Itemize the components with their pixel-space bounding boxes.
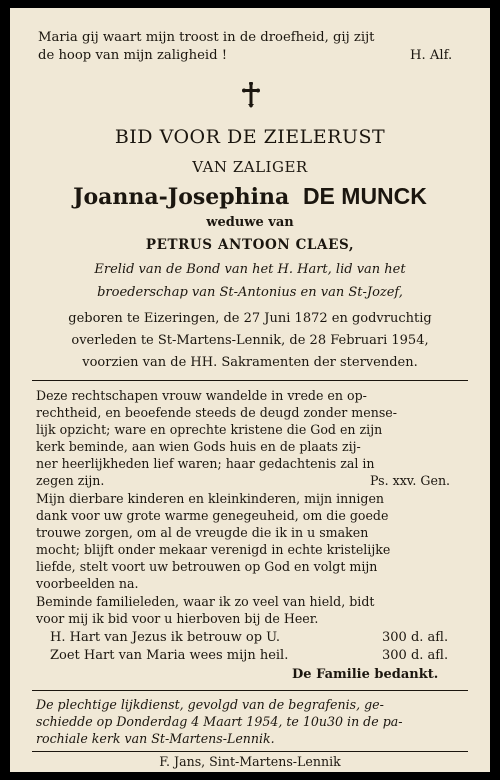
paragraph-3-line-2: voor mij ik bid voor u hierboven bij de Heer. bbox=[36, 611, 319, 626]
widow-of: weduwe van bbox=[206, 215, 294, 230]
epigraph-line-2: de hoop van mijn zaligheid ! bbox=[38, 48, 228, 63]
paragraph-2-line-6: voorbeelden na. bbox=[36, 576, 139, 591]
paragraph-3-line-1: Beminde familieleden, waar ik zo veel van hield, bidt bbox=[36, 594, 375, 609]
honors-line-1: Erelid van de Bond van het H. Hart, lid van het bbox=[94, 262, 406, 277]
paragraph-2-line-3: trouwe zorgen, om al de vreugde die ik in u smaken bbox=[36, 525, 369, 540]
paragraph-1-line-6: zegen zijn. bbox=[36, 473, 105, 488]
paragraph-1-line-3: lijk opzicht; ware en oprechte kristene die God en zijn bbox=[36, 422, 383, 437]
deceased-name bbox=[10, 183, 490, 210]
death-line: overleden te St-Martens-Lennik, de 28 Februari 1954, bbox=[71, 333, 429, 348]
funeral-line-1: De plechtige lijkdienst, gevolgd van de begrafenis, ge- bbox=[36, 697, 384, 712]
divider-printer bbox=[32, 751, 468, 752]
printer-credit: F. Jans, Sint-Martens-Lennik bbox=[159, 754, 341, 769]
paragraph-2-line-1: Mijn dierbare kinderen en kleinkinderen, mijn innigen bbox=[36, 491, 385, 506]
sacraments-line: voorzien van de HH. Sakramenten der stervenden. bbox=[82, 355, 418, 370]
paragraph-2-line-5: liefde, stelt voort uw betrouwen op God en volgt mijn bbox=[36, 559, 378, 574]
prayer-1-text: H. Hart van Jezus ik betrouw op U. bbox=[50, 630, 281, 645]
paragraph-1-line-2: rechtheid, en beoefende steeds de deugd zonder mense- bbox=[36, 405, 397, 420]
paragraph-1-line-4: kerk beminde, aan wien Gods huis en de plaats zij- bbox=[36, 439, 361, 454]
paragraph-1-line-1: Deze rechtschapen vrouw wandelde in vrede en op- bbox=[36, 388, 367, 403]
paragraph-2-line-2: dank voor uw grote warme genegeuheid, om die goede bbox=[36, 508, 389, 523]
prayer-2-indulgence: 300 d. afl. bbox=[382, 648, 449, 663]
divider-bottom bbox=[32, 690, 468, 691]
birth-line: geboren te Eizeringen, de 27 Juni 1872 en godvruchtig bbox=[68, 311, 432, 326]
funeral-line-3: rochiale kerk van St-Martens-Lennik. bbox=[36, 731, 275, 746]
spouse-name: PETRUS ANTOON CLAES, bbox=[145, 237, 355, 253]
prayer-subheading: VAN ZALIGER bbox=[192, 158, 308, 176]
prayer-2-text: Zoet Hart van Maria wees mijn heil. bbox=[50, 648, 289, 663]
prayer-heading: BID VOOR DE ZIELERUST bbox=[114, 126, 386, 148]
funeral-line-2: schiedde op Donderdag 4 Maart 1954, te 10u30 in de pa- bbox=[36, 714, 403, 729]
memorial-card bbox=[10, 8, 490, 772]
psalm-citation: Ps. xxv. Gen. bbox=[370, 473, 451, 488]
epigraph-line-1: Maria gij waart mijn troost in de droefheid, gij zijt bbox=[38, 30, 375, 45]
honors-line-2: broederschap van St-Antonius en van St-Jozef, bbox=[97, 285, 403, 300]
paragraph-1-line-5: ner heerlijkheden lief waren; haar gedachtenis zal in bbox=[36, 456, 375, 471]
family-thanks: De Familie bedankt. bbox=[292, 667, 439, 682]
paragraph-2-line-4: mocht; blijft onder mekaar verenigd in echte kristelijke bbox=[36, 542, 391, 557]
epigraph-author: H. Alf. bbox=[410, 48, 453, 63]
deceased-surname: DE MUNCK bbox=[302, 183, 427, 209]
deceased-first-names: Joanna-Josephina bbox=[73, 184, 290, 210]
cross-icon bbox=[241, 82, 261, 108]
divider-top bbox=[32, 380, 468, 381]
prayer-1-indulgence: 300 d. afl. bbox=[382, 630, 449, 645]
